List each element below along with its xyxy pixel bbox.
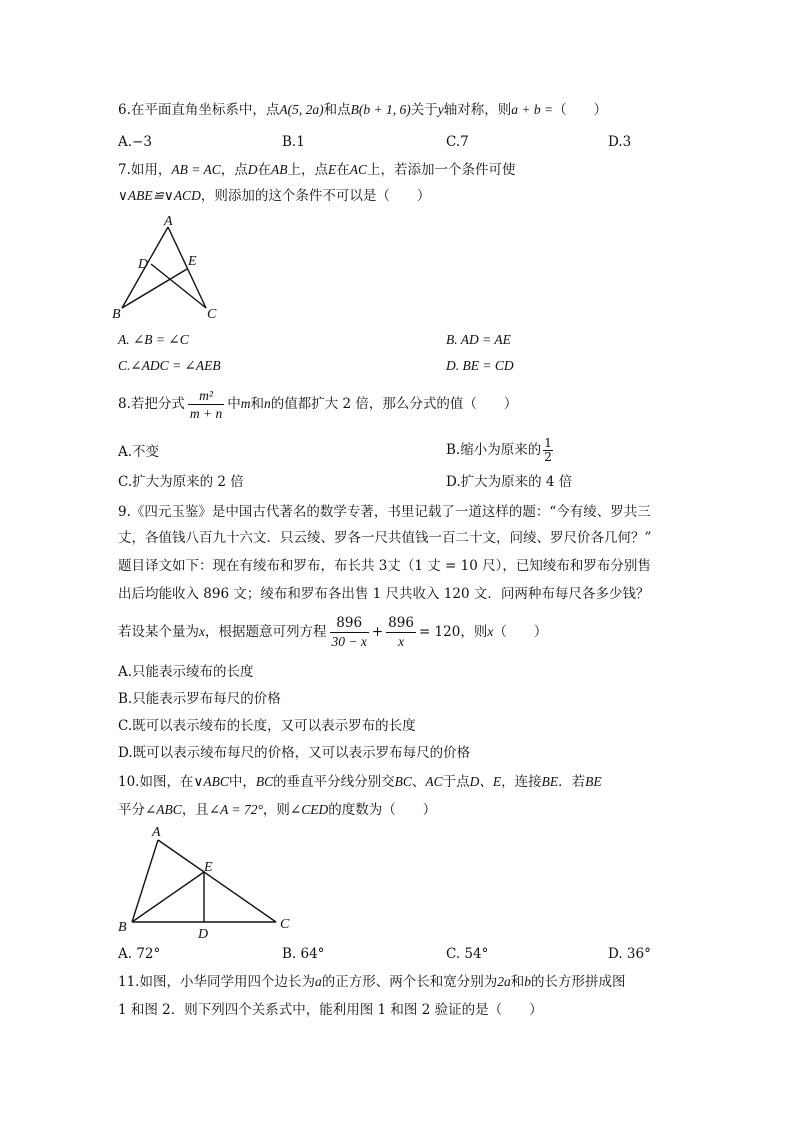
q9-option-a: A.只能表示绫布的长度 [118,664,254,680]
q9-fraction-1: $\frac{896}{30 - x}$ [331,615,367,649]
q10-option-d: D. 36° [608,946,651,962]
q7-option-c: C.∠ADC = ∠AEB [118,358,221,373]
q11-stem-line2: 1 和图 2．则下列四个关系式中，能利用图 1 和图 2 验证的是（ ） [118,1002,543,1018]
q10-side-ac [158,840,276,922]
q7-triangle-figure [112,212,232,324]
q6-option-d: D.3 [608,134,632,150]
q7-option-d: D. BE = CD [446,358,514,373]
q6-stem: 6.在平面直角坐标系中，点A(5, 2a)和点B(b + 1, 6)关于y轴对称，则a + b =（ ） [118,102,608,118]
q7-option-b: B. AD = AE [446,332,511,347]
q8-option-d: D.扩大为原来的 4 倍 [446,474,573,490]
q10-stem-line2: 平分∠ABC，且∠A = 72°，则∠CED的度数为（ ） [118,802,437,818]
q8-option-a: A.不变 [118,444,160,460]
q8-stem: 8.若把分式 $\frac{\text{m²}}{m + n}$ 中m和n的值都扩大 2 倍，那么分式的值（ ） [118,388,518,421]
q9-stem-line2: 丈，各值钱八百九十六文．只云绫、罗各一尺共值钱一百二十文，问绫、罗尺价各几何？” [118,530,652,546]
q7-stem-line2: ∨ABE≌∨ACD，则添加的这个条件不可以是（ ） [118,188,431,204]
q9-fraction-2: $\frac{896}{x}$ [388,615,414,649]
q7-label-e: E [188,254,197,269]
q10-label-e: E [204,860,213,875]
q8-option-c: C.扩大为原来的 2 倍 [118,474,244,490]
q10-triangle-figure [112,822,302,940]
q8-fraction: $\frac{\text{m²}}{m + n}$ [189,388,223,421]
q7-side-ac [168,227,206,308]
q6-option-c: C.7 [446,134,469,150]
q11-stem-line1: 11.如图，小华同学用四个边长为a的正方形、两个长和宽分别为2a和b的长方形拼成图 [118,974,626,990]
q9-stem-line1: 9.《四元玉鉴》是中国古代著名的数学专著，书里记载了一道这样的题：“今有绫、罗共三 [118,504,651,520]
q7-label-a: A [164,214,173,229]
q10-label-b: B [118,920,127,935]
q9-stem-line3: 题目译文如下：现在有绫布和罗布，布长共 3丈（1 丈 = 10 尺），已知绫布和罗布分别售 [118,558,651,574]
q10-side-ab [132,840,158,922]
q10-option-b: B. 64° [282,946,325,962]
q7-label-d: D [138,257,149,272]
q7-segment-be [122,269,187,308]
q10-label-a: A [152,825,161,840]
q8-option-b: B.缩小为原来的 $\frac{1}{2}$ [446,436,552,464]
q10-segment-be [132,872,204,922]
q10-label-d: D [198,927,209,940]
q10-stem-line1: 10.如图，在∨ABC中，BC的垂直平分线分别交BC、AC于点D、E，连接BE．若BE [118,774,602,790]
q7-option-a: A. ∠B = ∠C [118,332,189,347]
q7-label-c: C [207,307,217,322]
q9-option-d: D.既可以表示绫布每尺的价格，又可以表示罗布每尺的价格 [118,745,471,761]
q10-option-a: A. 72° [118,946,161,962]
q9-stem-line4: 出后均能收入 896 文；绫布和罗布各出售 1 尺共收入 120 文．问两种布每尺各多少钱？ [118,586,650,602]
q10-label-c: C [280,917,290,932]
q9-option-c: C.既可以表示绫布的长度，又可以表示罗布的长度 [118,718,416,734]
q9-equation-line: 若设某个量为x，根据题意可列方程 $\frac{896}{30 - x}$ + $\frac{896}{x}$ = 120，则x（ ） [118,615,548,649]
q7-stem-line1: 7.如用，AB = AC，点D在AB上，点E在AC上，若添加一个条件可使 [118,162,516,178]
q6-option-b: B.1 [282,134,305,150]
q9-option-b: B.只能表示罗布每尺的价格 [118,691,281,707]
q10-option-c: C. 54° [446,946,489,962]
q7-label-b: B [112,307,121,322]
q6-option-a: A.−3 [118,134,152,150]
